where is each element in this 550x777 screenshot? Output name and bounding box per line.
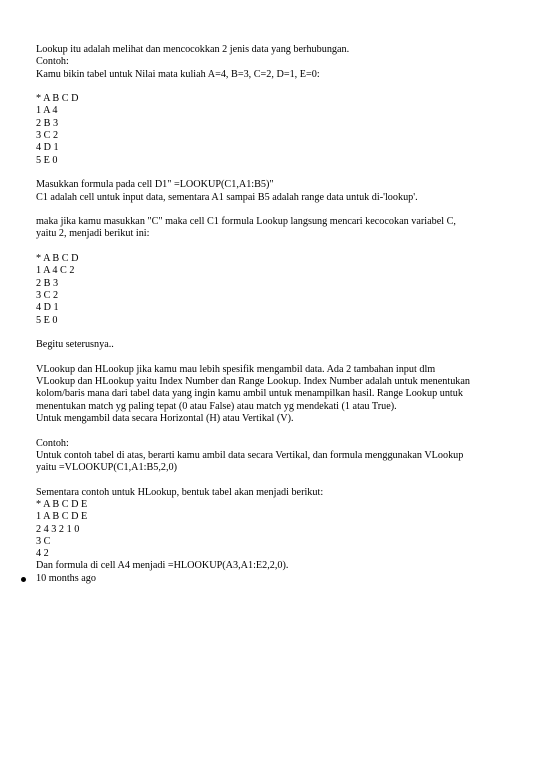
text-line: 1 A 4	[36, 105, 58, 117]
text-line: 4 2	[36, 548, 49, 560]
text-line: VLookup dan HLookup jika kamu mau lebih spesifik mengambil data. Ada 2 tambahan input dlm	[36, 363, 436, 375]
text-line: Contoh:	[36, 437, 69, 449]
text-line: VLookup dan HLookup yaitu Index Number dan Range Lookup. Index Number adalah untuk menentukan	[36, 376, 470, 388]
text-line: * A B C D	[36, 253, 79, 265]
blank-line	[36, 327, 516, 339]
text-line: Masukkan formula pada cell D1" =LOOKUP(C1,A1:B5)"	[36, 179, 274, 191]
text-line: 4 D 1	[36, 142, 59, 154]
text-line: Begitu seterusnya..	[36, 339, 114, 351]
blank-line	[36, 241, 516, 253]
text-line: 4 D 1	[36, 302, 59, 314]
text-line: Sementara contoh untuk HLookup, bentuk tabel akan menjadi berikut:	[36, 486, 324, 498]
text-line: Lookup itu adalah melihat dan mencocokkan 2 jenis data yang berhubungan.	[36, 44, 350, 55]
text-line: 3 C 2	[36, 289, 59, 301]
text-line: * A B C D	[36, 93, 79, 105]
text-line: 5 E 0	[36, 314, 58, 326]
text-line: * A B C D E	[36, 498, 88, 510]
text-line: 2 B 3	[36, 117, 59, 129]
document-body	[36, 44, 516, 585]
text-line: Untuk mengambil data secara Horizontal (H) atau Vertikal (V).	[36, 412, 294, 424]
blank-line	[36, 167, 516, 179]
text-line: Untuk contoh tabel di atas, berarti kamu ambil data secara Vertikal, dan formula menggunakan VLookup	[36, 449, 464, 461]
text-line: 2 4 3 2 1 0	[36, 523, 80, 535]
text-line: C1 adalah cell untuk input data, sementara A1 sampai B5 adalah range data untuk di-'lookup'.	[36, 191, 418, 203]
bullet-icon	[21, 577, 26, 582]
text-line: 1 A 4 C 2	[36, 265, 75, 277]
text-line: 1 A B C D E	[36, 511, 88, 523]
text-line: 5 E 0	[36, 154, 58, 166]
blank-line	[36, 81, 516, 93]
text-line: 3 C	[36, 535, 51, 547]
blank-line	[36, 351, 516, 363]
timestamp-text: 10 months ago	[36, 572, 96, 584]
text-line: 2 B 3	[36, 277, 59, 289]
text-line: maka jika kamu masukkan "C" maka cell C1 formula Lookup langsung mencari kecocokan variabel C,	[36, 216, 456, 228]
text-line: yaitu =VLOOKUP(C1,A1:B5,2,0)	[36, 462, 178, 474]
text-line: Dan formula di cell A4 menjadi =HLOOKUP(A3,A1:E2,2,0).	[36, 560, 289, 572]
text-line: Contoh:	[36, 56, 69, 68]
blank-line	[36, 425, 516, 437]
text-line: yaitu 2, menjadi berikut ini:	[36, 228, 150, 240]
text-line: menentukan match yg paling tepat (0 atau False) atau match yg mendekati (1 atau True).	[36, 400, 397, 412]
text-lines	[36, 44, 516, 573]
text-line: Kamu bikin tabel untuk Nilai mata kuliah A=4, B=3, C=2, D=1, E=0:	[36, 68, 320, 80]
text-line: kolom/baris mana dari tabel data yang ingin kamu ambil untuk menampilkan hasil. Range Lookup untuk	[36, 388, 463, 400]
blank-line	[36, 474, 516, 486]
blank-line	[36, 204, 516, 216]
timestamp-list-item	[36, 573, 516, 585]
text-line: 3 C 2	[36, 130, 59, 142]
